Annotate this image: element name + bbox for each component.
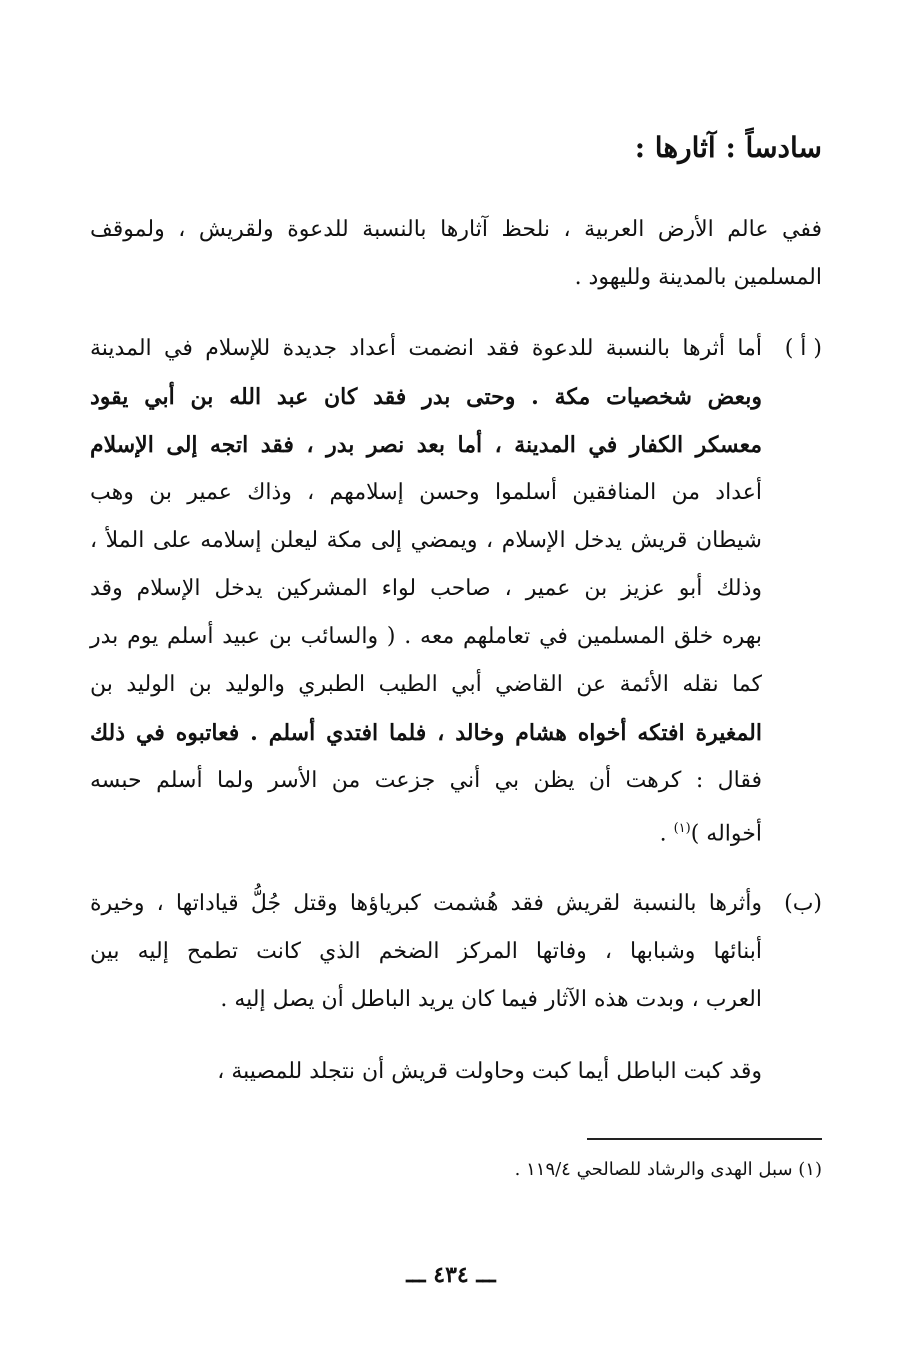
- book-page: [80, 0, 822, 1369]
- item-a-line: معسكر الكفار في المدينة ، أما بعد نصر بدر ، فقد اتجه إلى الإسلام: [90, 432, 762, 458]
- intro-line: ففي عالم الأرض العربية ، نلحظ آثارها بالنسبة للدعوة ولقريش ، ولموقف: [90, 217, 822, 242]
- footnote: (١) سبل الهدى والرشاد للصالحي ١١٩/٤ .: [514, 1159, 822, 1180]
- item-b-line: وأثرها بالنسبة لقريش فقد هُشمت كبرياؤها وقتل جُلُّ قياداتها ، وخيرة: [90, 891, 762, 916]
- closing-line: وقد كبت الباطل أيما كبت وحاولت قريش أن نتجلد للمصيبة ،: [217, 1059, 762, 1084]
- item-b-line: العرب ، وبدت هذه الآثار فيما كان يريد الباطل أن يصل إليه .: [220, 987, 762, 1012]
- item-a-line: أخواله ): [690, 821, 762, 847]
- item-a-line: فقال : كرهت أن يظن بي أني جزعت من الأسر ولما أسلم حبسه: [90, 768, 762, 793]
- list-item-a: [80, 325, 822, 858]
- item-b-marker: (ب): [784, 891, 822, 916]
- item-a-line: شيطان قريش يدخل الإسلام ، ويمضي إلى مكة ليعلن إسلامه على الملأ ،: [90, 528, 762, 553]
- section-heading: سادساً : آثارها :: [634, 131, 822, 164]
- item-a-last-line: [90, 805, 762, 858]
- item-a-line: كما نقله الأئمة عن القاضي أبي الطيب الطبري والوليد بن الوليد بن: [90, 672, 762, 697]
- item-a-line: وذلك أبو عزيز بن عمير ، صاحب لواء المشركين يدخل الإسلام وقد: [90, 576, 762, 601]
- item-a-line: أعداد من المنافقين أسلموا وحسن إسلامهم ، وذاك عمير بن وهب: [90, 480, 762, 505]
- item-a-marker: ( أ ): [784, 336, 822, 361]
- item-a-end-punct: .: [659, 821, 674, 847]
- item-a-body: [90, 325, 762, 858]
- intro-line: المسلمين بالمدينة ولليهود .: [574, 265, 822, 290]
- footnote-divider: [587, 1138, 822, 1140]
- item-a-line: وبعض شخصيات مكة . وحتى بدر فقد كان عبد الله بن أبي يقود: [90, 384, 762, 410]
- item-a-line: بهره خلق المسلمين في تعاملهم معه . ( والسائب بن عبيد أسلم يوم بدر: [90, 624, 762, 649]
- item-a-line: أما أثرها بالنسبة للدعوة فقد انضمت أعداد جديدة للإسلام في المدينة: [90, 336, 762, 361]
- intro-paragraph: [90, 206, 822, 302]
- footnote-reference[interactable]: (١): [673, 821, 691, 836]
- item-b-line: أبنائها وشبابها ، وفاتها المركز الضخم الذي كانت تطمح إليه بين: [90, 939, 762, 964]
- page-number: ـــ ٤٣٤ ـــ: [406, 1262, 496, 1288]
- list-item-b: [80, 880, 822, 1024]
- item-b-body: [90, 880, 762, 1024]
- item-a-line: المغيرة افتكه أخواه هشام وخالد ، فلما افتدي أسلم . فعاتبوه في ذلك: [90, 720, 762, 746]
